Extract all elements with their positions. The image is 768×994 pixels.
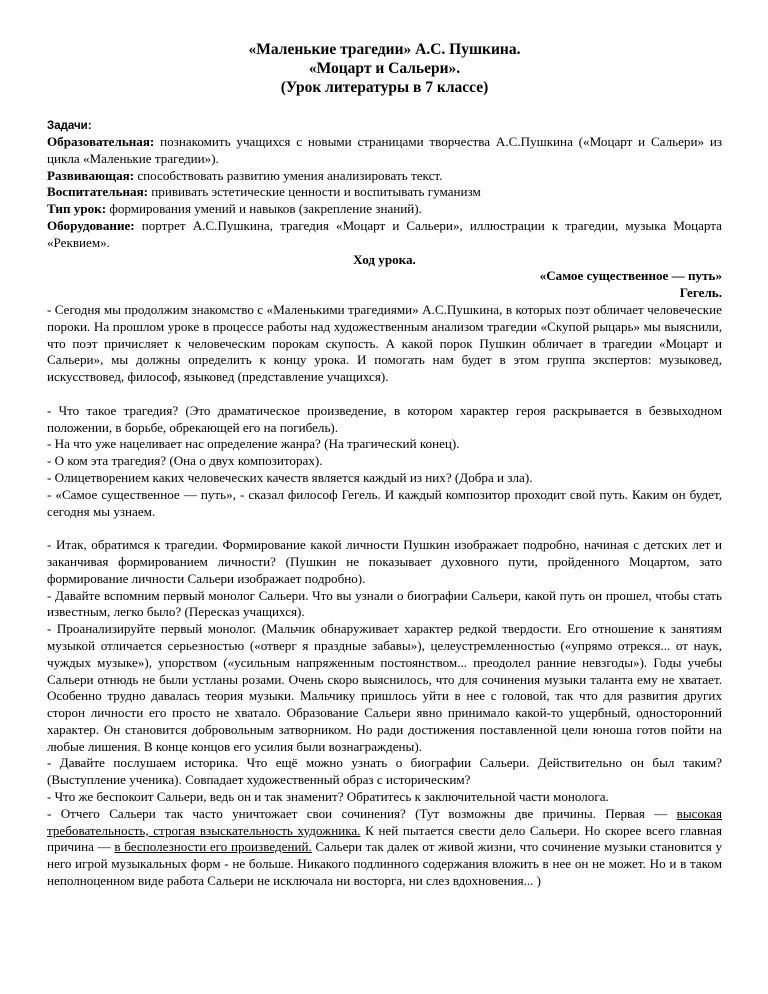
question-paragraph: - На что уже нацеливает нас определение жанра? (На трагический конец). <box>47 436 460 452</box>
epigraph-author: Гегель. <box>679 285 722 301</box>
analysis-paragraph: - Давайте послушаем историка. Что ещё можно узнать о биографии Сальери. Действительно он был таким? (Выступление ученика). Совпадает художественный образ с историческим? <box>47 755 722 788</box>
goal-label: Тип урок: <box>47 201 107 217</box>
section-heading: Ход урока. <box>353 251 416 267</box>
question-paragraph: - Олицетворением каких человеческих качеств является каждый из них? (Добра и зла). <box>47 469 533 485</box>
spacer <box>47 520 722 537</box>
goal-upbringing <box>47 184 722 201</box>
goal-text: познакомить учащихся с новыми страницами творчества А.С.Пушкина («Моцарт и Сальери» из цикла «Маленькие трагедии»). <box>47 134 722 166</box>
analysis-paragraph: - Что же беспокоит Сальери, ведь он и так знаменит? Обратитесь к заключительной части монолога. <box>47 789 609 805</box>
goal-developing <box>47 168 722 185</box>
goal-label: Образовательная: <box>47 134 155 149</box>
text-run: К ней пытается свести дело Сальери. Но скорее всего главная причина — <box>47 822 722 855</box>
goal-text: способствовать развитию умения анализировать текст. <box>134 167 443 183</box>
spacer <box>47 386 722 403</box>
goal-label: Развивающая: <box>47 167 135 183</box>
underlined-text: в бесполезности его произведений. <box>114 839 312 855</box>
analysis-paragraph: - Давайте вспомним первый монолог Сальери. Что вы узнали о биографии Сальери, какой путь он прошел, чтобы стать известным, легко было? (Пересказ учащихся). <box>47 587 722 620</box>
text-run: - Отчего Сальери так часто уничтожает свои сочинения? (Тут возможны две причины. Первая — <box>47 805 677 821</box>
analysis-paragraph: - Проанализируйте первый монолог. (Мальчик обнаруживает характер редкой твердости. Его отношение к занятиям музыкой отличается серьезностью («отверг я праздные забавы»), целеустремленностью («упрямо отрекся... от наук, чуждых музыке»), упорством («усильным напряженным постоянством... преодолел ранние невзгоды»). Годы учебы Сальери отнюдь не были устланы розами. Очень скоро выяснилось, что для сочинения музыки таланта ему не хватает. Особенно трудно давалась теория музыки. Мальчику пришлось уйти в нее с головой, так что для развития других сторон личности его просто не хватало. Образование Сальери явно принимало какой-то ущербный, односторонний характер. Он становится добровольным затворником. Но ради достижения поставленной цели юноша готов пойти на любые лишения. В конце концов его усилия были вознаграждены). <box>47 621 722 754</box>
title-line-3: (Урок литературы в 7 классе) <box>280 79 489 96</box>
analysis-paragraph-final <box>47 806 722 890</box>
goal-label: Оборудование: <box>47 217 135 233</box>
underlined-text: высокая требовательность, строгая взыскательность художника. <box>47 805 722 838</box>
question-paragraph: - О ком эта трагедия? (Она о двух композиторах). <box>47 453 323 469</box>
lesson-type <box>47 201 722 218</box>
question-paragraph: - «Самое существенное — путь», - сказал философ Гегель. И каждый композитор проходит свой путь. Каким он будет, сегодня мы узнаем. <box>47 486 722 519</box>
analysis-paragraph: - Итак, обратимся к трагедии. Формирование какой личности Пушкин изображает подробно, начиная с детских лет и заканчивая формированием личности? (Пушкин не показывает духовного пути, пройденного Моцартом, зато формирование личности Сальери изображает подробно). <box>47 537 722 586</box>
document-page <box>47 40 722 890</box>
goal-text: формирования умений и навыков (закрепление знаний). <box>106 201 422 217</box>
text-run: Сальери так далек от живой жизни, что сочинение музыки становится у него игрой музыкальных форм - не больше. Никакого подлинного содержания вложить в нее он не может. Но и в таком неполноценном виде работа Сальери не исключала ни восторга, ни слез вдохновения... ) <box>47 839 722 889</box>
equipment <box>47 218 722 252</box>
intro-paragraph: - Сегодня мы продолжим знакомство с «Маленькими трагедиями» А.С.Пушкина, в которых поэт обличает человеческие пороки. На прошлом уроке в процессе работы над художественным анализом трагедии «Скупой рыцарь» мы выяснили, что поэт причисляет к человеческим порокам скупость. А какой порок Пушкин обличает в трагедии «Моцарт и Сальери», мы должны определить к концу урока. И помогать нам будет в этом группа экспертов: музыковед, искусствовед, философ, языковед (представление учащихся). <box>47 301 722 385</box>
tasks-label: Задачи: <box>47 120 92 132</box>
goal-label: Воспитательная: <box>47 184 149 200</box>
title-line-1: «Маленькие трагедии» А.С. Пушкина. <box>248 41 521 58</box>
goal-text: прививать эстетические ценности и воспитывать гуманизм <box>148 184 481 200</box>
title-line-2: «Моцарт и Сальери». <box>308 60 461 77</box>
epigraph-quote: «Самое существенное — путь» <box>539 268 722 284</box>
question-paragraph: - Что такое трагедия? (Это драматическое произведение, в котором характер героя раскрывается в безвыходном положении, в борьбе, обрекающей его на погибель). <box>47 402 722 435</box>
goal-text: портрет А.С.Пушкина, трагедия «Моцарт и Сальери», иллюстрации к трагедии, музыка Моцарта «Реквием». <box>47 217 722 250</box>
goal-educational <box>47 134 722 168</box>
